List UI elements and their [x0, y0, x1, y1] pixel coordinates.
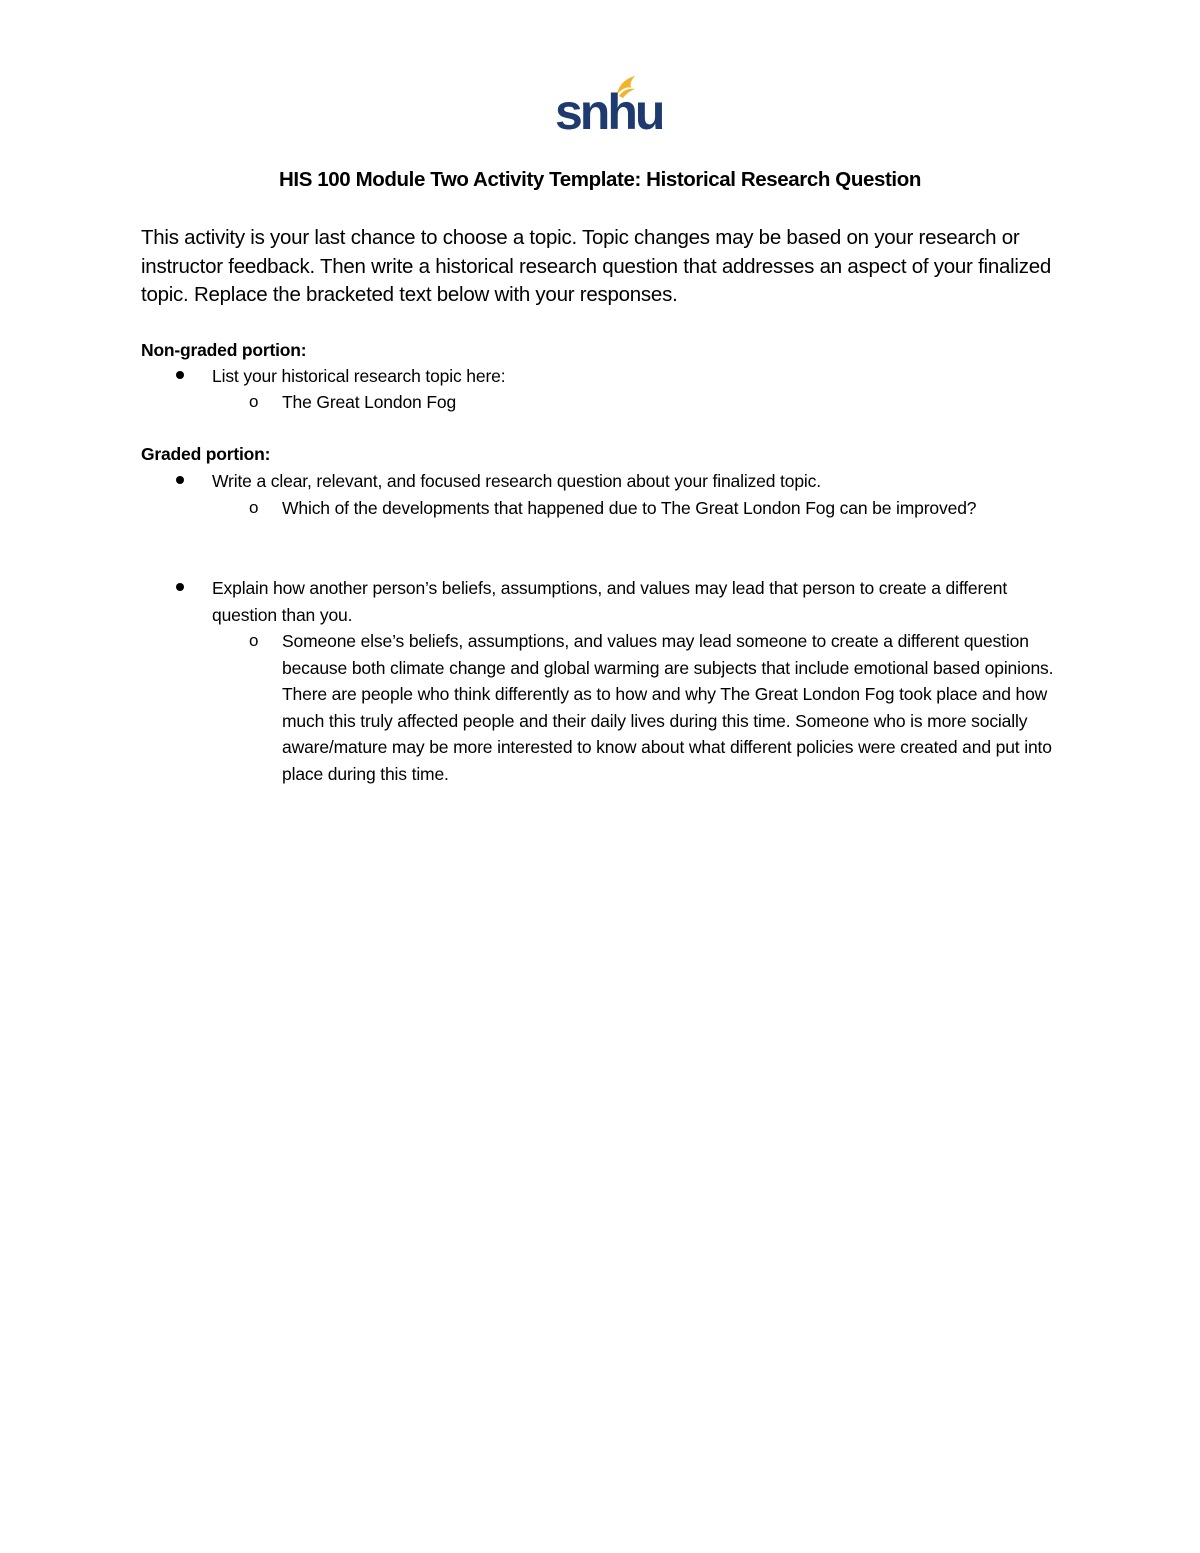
logo-wordmark: snhu	[555, 84, 663, 140]
sub-bullet-icon: o	[249, 392, 259, 411]
intro-paragraph: This activity is your last chance to choose a topic. Topic changes may be based on your research or instructor feedback. Then write a historical research question that addresses an aspect of your finalized topic. Replace the bracketed text below with your responses.	[141, 226, 1052, 306]
graded-bullet-2: Explain how another person’s beliefs, assumptions, and values may lead that person to create a different question than you.	[212, 578, 1008, 625]
graded-bullet-1: Write a clear, relevant, and focused research question about your finalized topic.	[212, 471, 821, 491]
nongraded-heading: Non-graded portion:	[141, 340, 307, 360]
nongraded-sub-1: The Great London Fog	[282, 392, 457, 412]
bullet-icon	[176, 371, 184, 379]
bullet-icon	[176, 476, 184, 484]
bullet-icon	[176, 583, 184, 591]
nongraded-bullet-1: List your historical research topic here:	[212, 366, 506, 386]
sub-bullet-icon: o	[249, 631, 259, 650]
graded-heading: Graded portion:	[141, 444, 271, 464]
document-title: HIS 100 Module Two Activity Template: Historical Research Question	[279, 168, 921, 191]
snhu-logo-graphic	[553, 72, 663, 140]
graded-sub-1: Which of the developments that happened due to The Great London Fog can be improved?	[282, 498, 977, 518]
sub-bullet-icon: o	[249, 498, 259, 517]
snhu-logo	[553, 72, 663, 140]
graded-sub-2: Someone else’s beliefs, assumptions, and values may lead someone to create a different question because both climate change and global warming are subjects that include emotional based opinions. There are people who think differently as to how and why The Great London Fog took place and how much this truly affected people and their daily lives during this time. Someone who is more socially aware/mature may be more interested to know about what different policies were created and put into place during this time.	[282, 631, 1054, 784]
